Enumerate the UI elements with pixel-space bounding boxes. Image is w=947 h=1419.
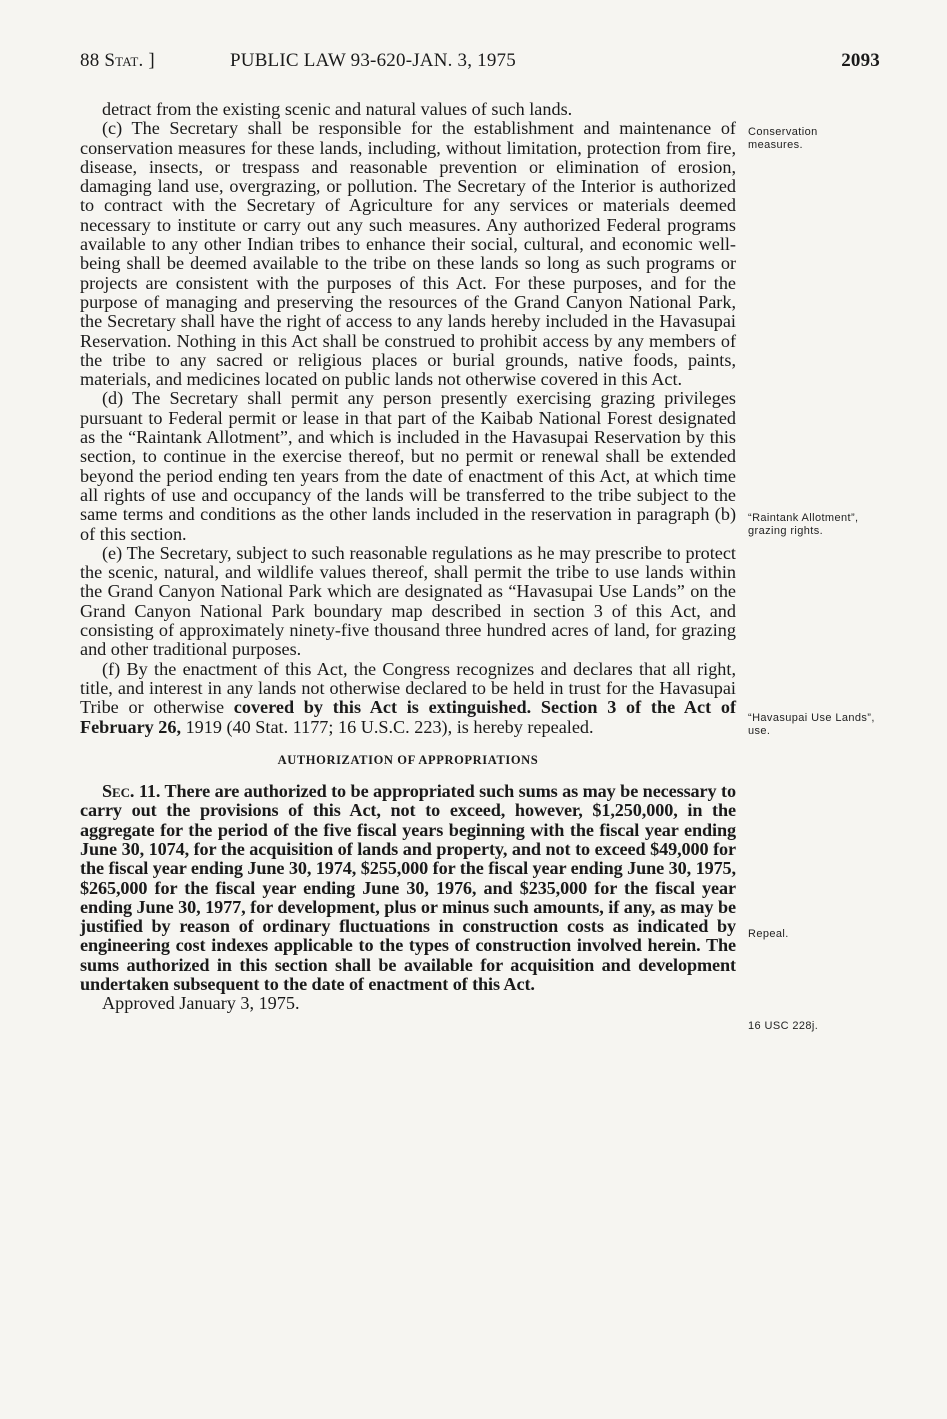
margin-note-repeal: Repeal. <box>748 928 789 940</box>
paragraph-c: (c) The Secretary shall be responsible for the establishment and maintenance of conservation measures for these lands, including, without limitation, protection from fire, disease, insects, or trespass and reasonable prevention or elimination of erosion, damaging land use, overgrazing, or pollution. The Secretary of the Interior is authorized to contract with the Secretary of Agriculture for any services or materials deemed necessary to institute or carry out any such measures. Any authorized Federal programs available to any other Indian tribes to enhance their social, cultural, and economic well-being shall be deemed available to the tribe on these lands so long as such programs or projects are consistent with the purposes of this Act. For these purposes, and for the purpose of managing and preserving the resources of the Grand Canyon National Park, the Secretary shall have the right of access to any lands hereby included in the Havasupai Reservation. Nothing in this Act shall be construed to prohibit access by any members of the tribe to any sacred or religious places or burial grounds, native foods, paints, materials, and medicines located on public lands not otherwise covered in this Act. <box>80 118 736 390</box>
margin-note-conservation: Conservation measures. <box>748 126 818 151</box>
section-11: Sec. 11. There are authorized to be appropriated such sums as may be necessary to carry out the provisions of this Act, not to exceed, however, $1,250,000, in the aggregate for the period of the five fiscal years beginning with the fiscal year ending June 30, 1074, for the acquisition of lands and property, and not to exceed $49,000 for the fiscal year ending June 30, 1974, $255,000 for the fiscal year ending June 30, 1975, $265,000 for the fiscal year ending June 30, 1976, and $235,000 for the fiscal year ending June 30, 1977, for development, plus or minus such amounts, if any, as may be justified by reason of ordinary fluctuations in construction costs as indicated by engineering cost indexes applicable to the types of construction involved herein. The sums authorized in this section shall be available for acquisition and development undertaken subsequent to the date of enactment of this Act. <box>80 781 736 995</box>
margin-note-havasupai-use: “Havasupai Use Lands”, use. <box>748 712 875 737</box>
law-title: PUBLIC LAW 93-620-JAN. 3, 1975 <box>230 50 516 71</box>
margin-note-raintank: “Raintank Allotment”, grazing rights. <box>748 512 859 537</box>
paragraph-e: (e) The Secretary, subject to such reasonable regulations as he may prescribe to protect the scenic, natural, and wildlife values thereof, shall permit the tribe to use lands within the Grand Canyon National Park which are designated as “Havasupai Use Lands” on the Grand Canyon National Park boundary map described in section 3 of this Act, and consisting of approximately ninety-five thousand three hundred acres of land, for grazing and other traditional purposes. <box>80 542 736 660</box>
page-header <box>80 50 880 80</box>
margin-note-usc: 16 USC 228j. <box>748 1020 819 1032</box>
approval-date: Approved January 3, 1975. <box>102 993 300 1014</box>
section-label: Sec. 11. <box>102 781 161 802</box>
paragraph-b-end: detract from the existing scenic and natural values of such lands. <box>102 99 573 119</box>
statute-reference: 88 Stat. ] <box>80 50 155 71</box>
document-body <box>80 100 736 1014</box>
paragraph-f: (f) By the enactment of this Act, the Congress recognizes and declares that all right, title, and interest in any lands not otherwise declared to be held in trust for the Havasupai Tribe or otherwise covered by this Act is extinguished. Section 3 of the Act of February 26, 1919 (40 Stat. 1177; 16 U.S.C. 223), is hereby repealed. <box>80 658 736 737</box>
section-heading: AUTHORIZATION OF APPROPRIATIONS <box>277 752 539 767</box>
page-number: 2093 <box>841 50 880 71</box>
paragraph-d: (d) The Secretary shall permit any person presently exercising grazing privileges pursuant to Federal permit or lease in that part of the Kaibab National Forest designated as the “Raintank Allotment”, and which is included in the Havasupai Reservation by this section, to continue in the exercise thereof, but no permit or renewal shall be extended beyond the period ending ten years from the date of enactment of this Act, at which time all rights of use and occupancy of the lands will be transferred to the tribe subject to the same terms and conditions as the other lands included in the reservation in paragraph (b) of this section. <box>80 388 736 544</box>
